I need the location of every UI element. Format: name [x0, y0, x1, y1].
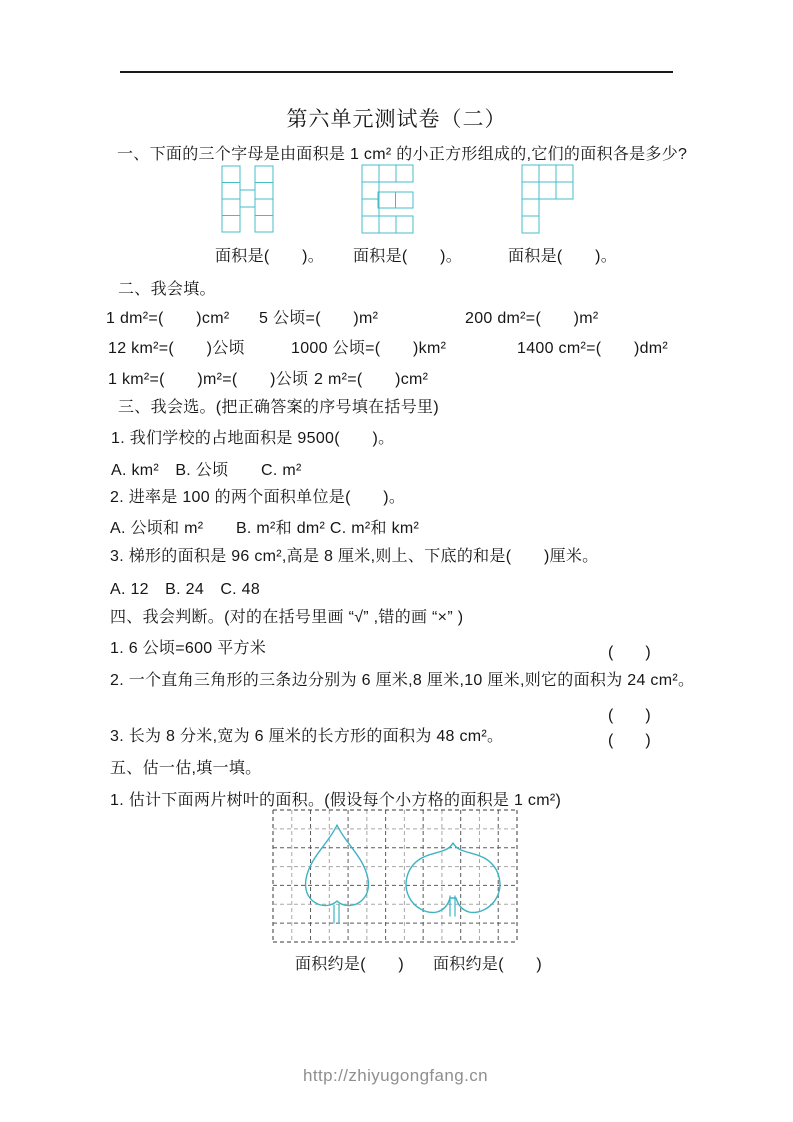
letter-h-figure: [221, 165, 275, 241]
choice-q3-options: A. 12 B. 24 C. 48: [110, 581, 261, 598]
choice-q1: 1. 我们学校的占地面积是 9500( )。: [111, 430, 395, 447]
leaf-instruction: 1. 估计下面两片树叶的面积。(假设每个小方格的面积是 1 cm²): [110, 792, 562, 809]
judge-q2: 2. 一个直角三角形的三条边分别为 6 厘米,8 厘米,10 厘米,则它的面积为 24 cm²。: [110, 672, 695, 689]
area-caption-1: 面积是( )。: [215, 248, 325, 265]
section4-heading: 四、我会判断。(对的在括号里画 “√” ,错的画 “×” ): [110, 609, 464, 626]
fill-blank-r3c1: 1 km²=( )m²=( )公顷: [108, 371, 309, 388]
letter-p-figure: [521, 164, 575, 240]
judge-q3-paren: ( ): [608, 732, 651, 749]
area-caption-3: 面积是( )。: [508, 248, 618, 265]
choice-q1-options: A. km² B. 公顷 C. m²: [111, 462, 302, 479]
fill-blank-r2c3: 1400 cm²=( )dm²: [517, 340, 669, 357]
fill-blank-r2c2: 1000 公顷=( )km²: [291, 340, 447, 357]
fill-blank-r1c1: 1 dm²=( )cm²: [106, 310, 230, 327]
header-rule: [120, 71, 673, 73]
leaf-area-caption-1: 面积约是( ): [295, 956, 405, 973]
footer-url: http://zhiyugongfang.cn: [303, 1066, 488, 1085]
section1-heading: 一、下面的三个字母是由面积是 1 cm² 的小正方形组成的,它们的面积各是多少?: [117, 146, 688, 163]
leaf-area-caption-2: 面积约是( ): [433, 956, 543, 973]
page-title: 第六单元测试卷（二）: [286, 107, 507, 131]
section3-heading: 三、我会选。(把正确答案的序号填在括号里): [118, 399, 439, 416]
judge-q1-paren: ( ): [608, 644, 651, 661]
choice-q2-options: A. 公顷和 m² B. m²和 dm² C. m²和 km²: [110, 520, 420, 537]
fill-blank-r1c3: 200 dm²=( )m²: [465, 310, 599, 327]
fill-blank-r3c2: 2 m²=( )cm²: [314, 371, 429, 388]
letter-e-figure: [361, 164, 415, 240]
judge-q1: 1. 6 公顷=600 平方米: [110, 640, 267, 657]
area-caption-2: 面积是( )。: [353, 248, 463, 265]
fill-blank-r1c2: 5 公顷=( )m²: [259, 310, 379, 327]
fill-blank-r2c1: 12 km²=( )公顷: [108, 340, 245, 357]
choice-q3: 3. 梯形的面积是 96 cm²,高是 8 厘米,则上、下底的和是( )厘米。: [110, 548, 599, 565]
choice-q2: 2. 进率是 100 的两个面积单位是( )。: [110, 489, 406, 506]
section5-heading: 五、估一估,填一填。: [110, 760, 262, 777]
judge-q2-paren: ( ): [608, 707, 651, 724]
leaf-grid-figure: [272, 809, 518, 948]
section2-heading: 二、我会填。: [118, 281, 216, 298]
judge-q3: 3. 长为 8 分米,宽为 6 厘米的长方形的面积为 48 cm²。: [110, 728, 504, 745]
